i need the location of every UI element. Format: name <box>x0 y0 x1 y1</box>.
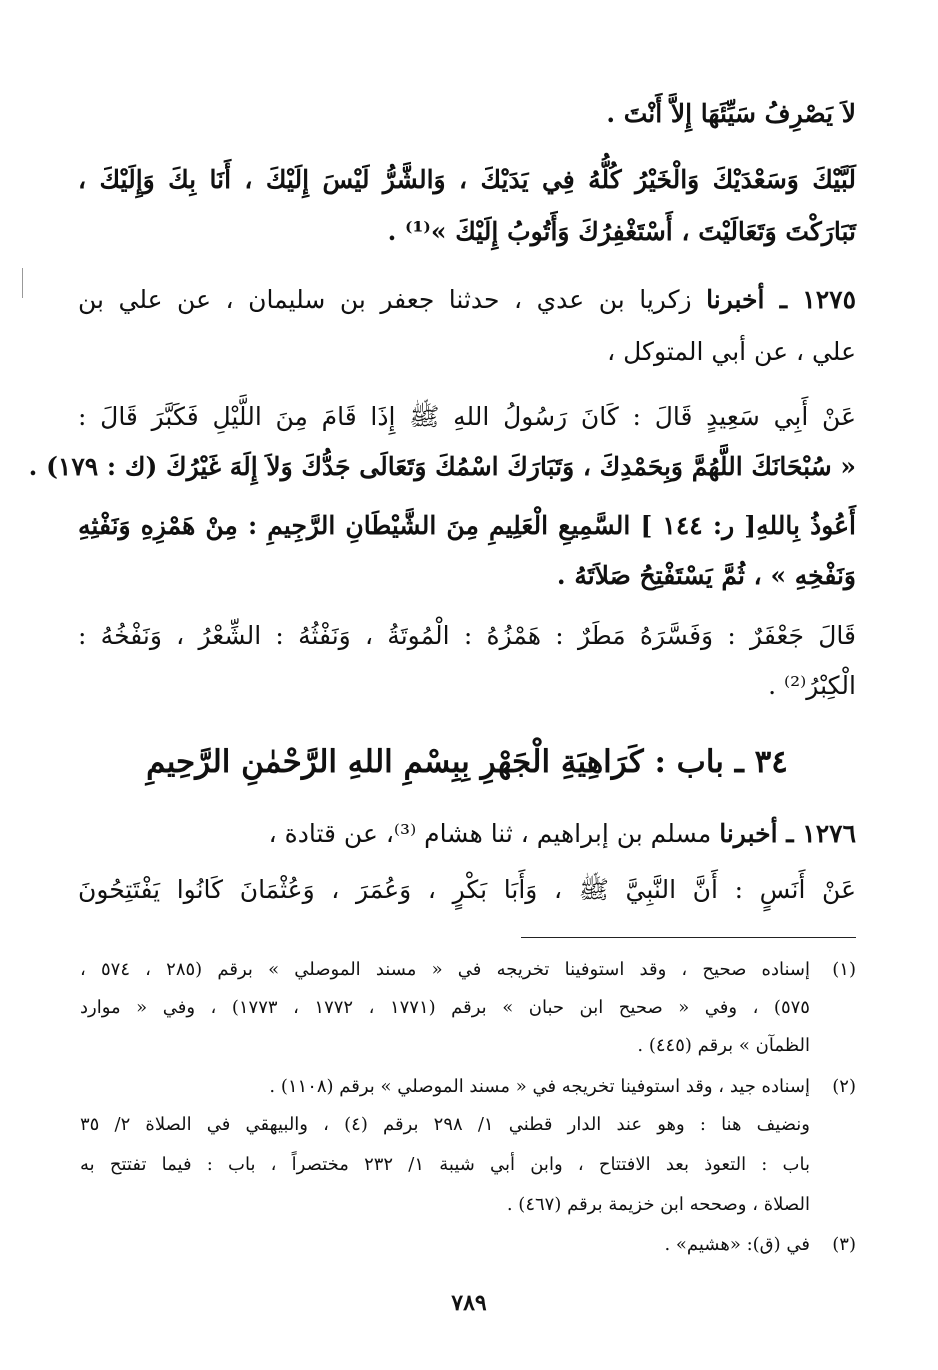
hadith-matn-line: عَنْ أَنَسٍ : أَنَّ النَّبِيَّ ﷺ ، وَأَبَا بَكْرٍ ، وَعُمَرَ ، وَعُثْمَانَ كَانُوا يَفْتَتِحُونَ <box>78 875 856 904</box>
chapter-heading: ٣٤ ـ باب : كَرَاهِيَةِ الْجَهْرِ بِبِسْمِ اللهِ الرَّحْمٰنِ الرَّحِيمِ <box>146 744 788 780</box>
footnote-text: ونضيف هنا : وهو عند الدار قطني ١/ ٢٩٨ برقم (٤) ، والبيهقي في الصلاة ٢/ ٣٥ <box>80 1114 811 1135</box>
footnote-divider <box>521 937 856 938</box>
footnote-line <box>80 1110 856 1142</box>
footnote-text: ٥٧٥) ، وفي « صحيح ابن حبان » برقم (١٧٧١ ، ١٧٧٢ ، ١٧٧٣) ، وفي « موارد <box>80 997 810 1018</box>
page-number: ٧٨٩ <box>451 1290 487 1316</box>
footnote-number: (٣) <box>832 1234 856 1255</box>
text-line: لَبَّيْكَ وَسَعْدَيْكَ وَالْخَيْرُ كُلُّهُ فِي يَدَيْكَ ، وَالشَّرُّ لَيْسَ إِلَيْكَ ، أَنَا بِكَ وَإِلَيْكَ ، <box>78 165 856 194</box>
hadith-matn-line: عَنْ أَبِي سَعِيدٍ قَالَ : كَانَ رَسُولُ اللهِ ﷺ إِذَا قَامَ مِنَ اللَّيْلِ فَكَبَّرَ قَالَ : <box>78 402 856 431</box>
footnote-line <box>80 1072 856 1104</box>
hadith-isnad-line: علي ، عن أبي المتوكل ، <box>607 337 856 366</box>
footnote-number: (١) <box>832 959 856 980</box>
footnote-line <box>80 955 856 987</box>
footnote-text: إسناده جيد ، وقد استوفينا تخريجه في « مسند الموصلي » برقم (١١٠٨) . <box>269 1076 810 1097</box>
footnote-text: في (ق): «هشيم» . <box>664 1234 810 1255</box>
hadith-isnad-line <box>78 278 856 324</box>
hadith-isnad-line <box>78 812 856 858</box>
footnote-text: الصلاة ، وصححه ابن خزيمة برقم (٤٦٧) . <box>506 1194 810 1215</box>
isnad-text: مسلم بن إبراهيم ، ثنا هشام ⁽³⁾، عن قتادة ، <box>268 819 712 848</box>
text-line: تَبَارَكْتَ وَتَعَالَيْتَ ، أَسْتَغْفِرُكَ وَأَتُوبُ إِلَيْكَ »⁽¹⁾ . <box>387 217 856 246</box>
footnote-text: إسناده صحيح ، وقد استوفينا تخريجه في « مسند الموصلي » برقم (٢٨٥ ، ٥٧٤ ، <box>80 959 810 980</box>
hadith-number: ١٢٧٦ ـ أخبرنا <box>719 819 856 848</box>
footnote-line <box>80 1190 856 1222</box>
footnote-text: الظمآن » برقم (٤٤٥) . <box>637 1035 810 1056</box>
margin-mark <box>22 268 23 298</box>
isnad-text: زكريا بن عدي ، حدثنا جعفر بن سليمان ، عن علي بن <box>78 285 692 314</box>
footnote-number: (٢) <box>832 1076 856 1097</box>
hadith-matn-line: وَنَفْخِهِ » ، ثُمَّ يَسْتَفْتِحُ صَلاَتَهُ . <box>556 561 856 590</box>
text-line: لاَ يَصْرِفُ سَيِّئَهَا إِلاَّ أَنْتَ . <box>606 99 856 128</box>
footnote-line <box>80 993 856 1025</box>
footnote-text: باب : التعوذ بعد الافتتاح ، وابن أبي شيبة ١/ ٢٣٢ مختصراً ، باب : فيما تفتتح به <box>80 1154 810 1175</box>
footnote-line <box>80 1031 856 1063</box>
hadith-matn-line: أَعُوذُ بِاللهِ[ ر: ١٤٤ ] السَّمِيعِ الْعَلِيمِ مِنَ الشَّيْطَانِ الرَّجِيمِ : مِنْ هَمْزِهِ وَنَفْثِهِ <box>78 511 856 540</box>
footnote-line <box>80 1230 856 1262</box>
footnote-line <box>80 1150 856 1182</box>
hadith-matn-line: « سُبْحَانَكَ اللَّهُمَّ وَبِحَمْدِكَ ، وَتَبَارَكَ اسْمُكَ وَتَعَالَى جَدُّكَ وَلاَ إِلَهَ غَيْرُكَ (ك : ١٧٩) . <box>28 452 856 481</box>
tafsir-line: قَالَ جَعْفَرٌ : وَفَسَّرَهُ مَطَرٌ : هَمْزُهُ : الْمُوتَةُ ، وَنَفْثُهُ : الشِّعْرُ ، وَنَفْخُهُ : <box>78 621 856 650</box>
hadith-number: ١٢٧٥ ـ أخبرنا <box>706 285 857 314</box>
tafsir-line: الْكِبْرُ⁽²⁾ . <box>768 671 856 700</box>
